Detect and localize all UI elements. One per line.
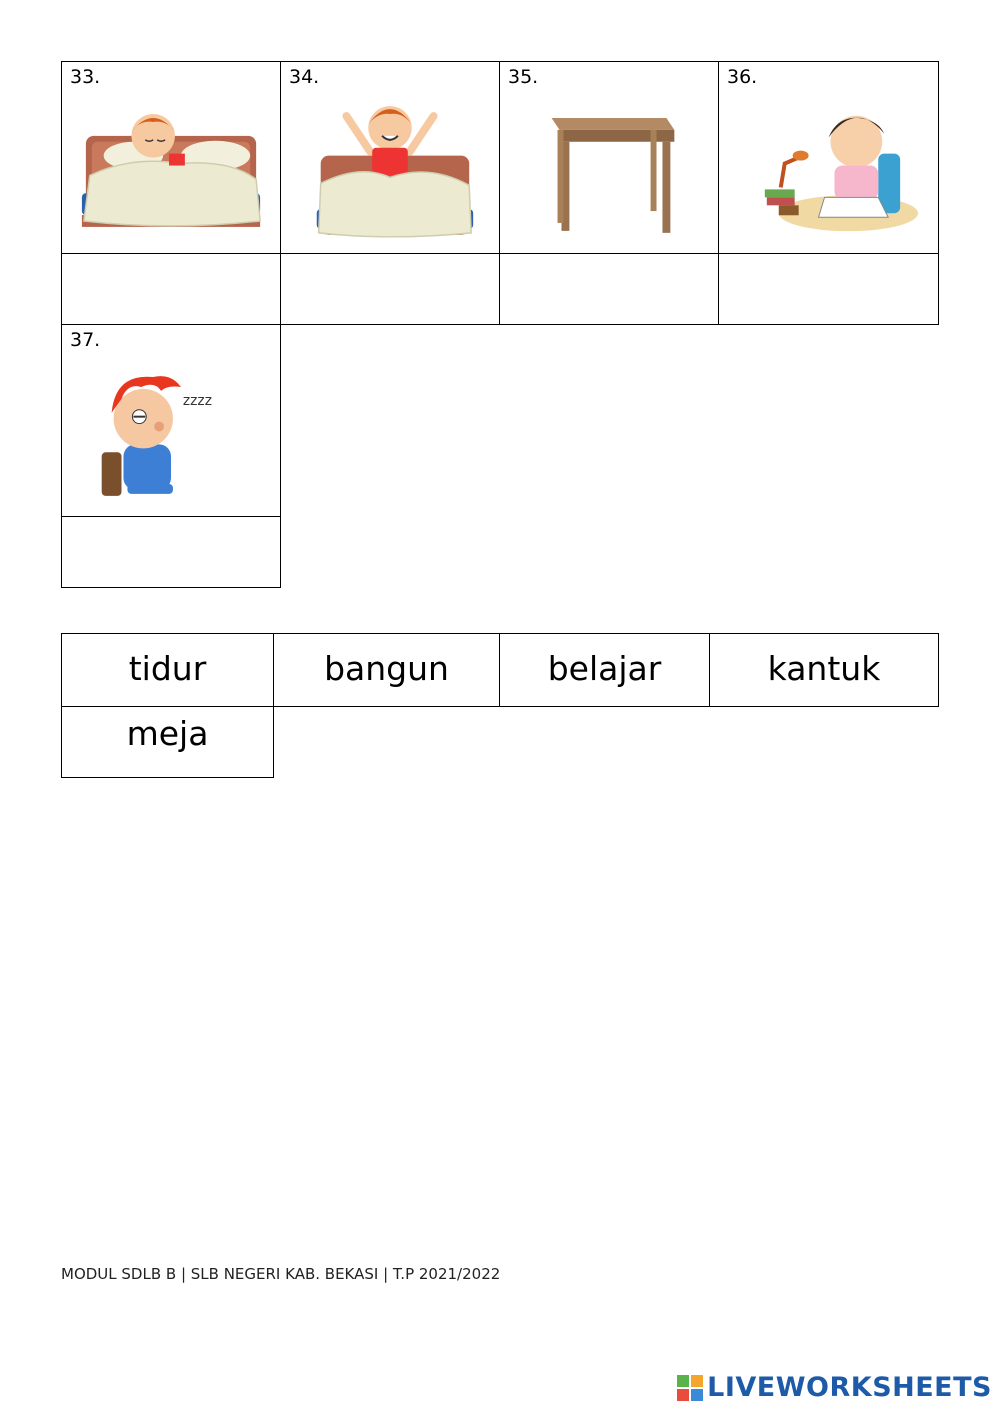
answer-box-37[interactable]: [61, 516, 281, 588]
item-number: 37.: [70, 329, 101, 351]
wooden-table-icon: [510, 90, 708, 247]
answer-box-36[interactable]: [718, 253, 939, 325]
boy-waking-up-stretching-icon: [291, 90, 489, 247]
child-studying-at-desk-icon: [729, 90, 928, 247]
answer-box-35[interactable]: [499, 253, 719, 325]
word-label: meja: [126, 714, 209, 753]
svg-text:zzzz: zzzz: [182, 392, 212, 409]
item-36-cell: [718, 61, 939, 254]
liveworksheets-logo[interactable]: [677, 1372, 992, 1403]
answer-box-33[interactable]: [61, 253, 281, 325]
word-label: tidur: [128, 649, 207, 688]
word-label: bangun: [324, 649, 449, 688]
page-footer: MODUL SDLB B | SLB NEGERI KAB. BEKASI | T.P 2021/2022: [61, 1265, 501, 1283]
item-34-cell: [280, 61, 500, 254]
item-number: 36.: [727, 66, 758, 88]
item-number: 34.: [289, 66, 320, 88]
word-label: kantuk: [767, 649, 881, 688]
item-37-cell: [61, 324, 281, 517]
brand-name: LIVEWORKSHEETS: [707, 1372, 992, 1403]
word-bank-bangun[interactable]: [273, 633, 500, 707]
boy-sleeping-in-bed-icon: [72, 90, 270, 247]
word-bank-kantuk[interactable]: [709, 633, 939, 707]
item-number: 33.: [70, 66, 101, 88]
word-bank-tidur[interactable]: [61, 633, 274, 707]
word-label: belajar: [547, 649, 662, 688]
word-bank-meja[interactable]: [61, 706, 274, 778]
sleepy-boy-dozing-icon: [72, 353, 270, 510]
word-bank-belajar[interactable]: [499, 633, 710, 707]
item-35-cell: [499, 61, 719, 254]
item-33-cell: [61, 61, 281, 254]
answer-box-34[interactable]: [280, 253, 500, 325]
liveworksheets-icon: [677, 1375, 703, 1401]
item-number: 35.: [508, 66, 539, 88]
